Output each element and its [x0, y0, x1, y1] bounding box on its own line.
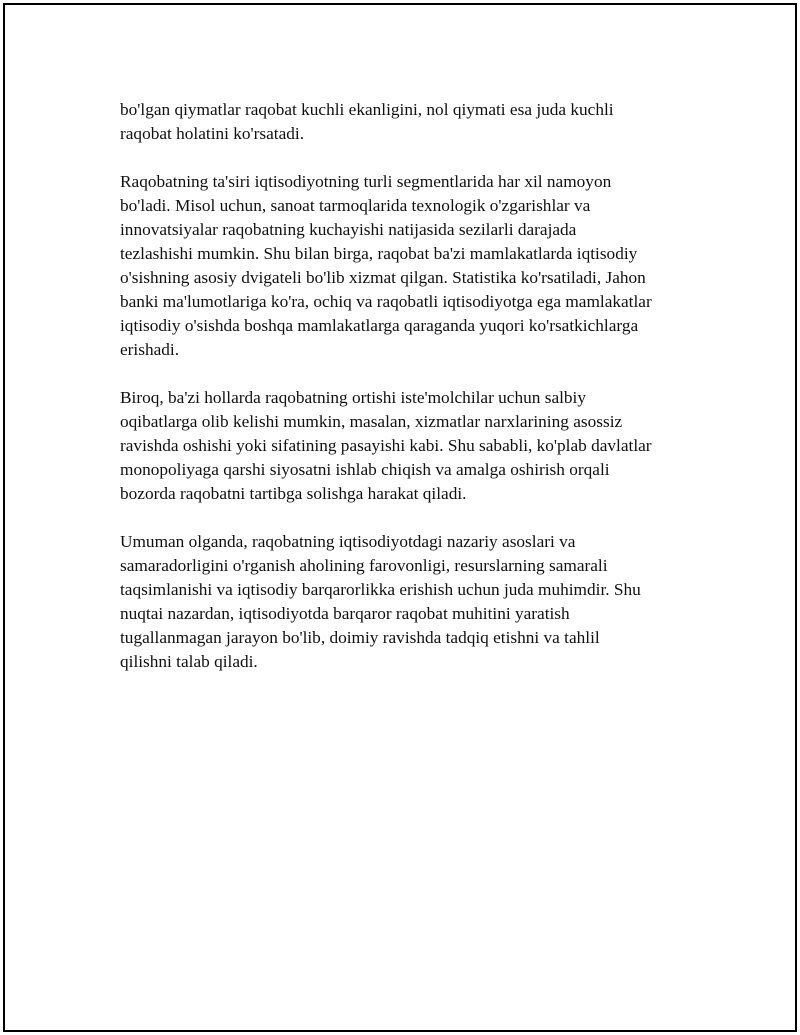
text-line: o'sishning asosiy dvigateli bo'lib xizmat qilgan. Statistika ko'rsatiladi, Jahon — [120, 268, 646, 287]
text-line: tezlashishi mumkin. Shu bilan birga, raqobat ba'zi mamlakatlarda iqtisodiy — [120, 244, 638, 263]
text-line: innovatsiyalar raqobatning kuchayishi natijasida sezilarli darajada — [120, 220, 577, 239]
text-line: iqtisodiy o'sishda boshqa mamlakatlarga qaraganda yuqori ko'rsatkichlarga — [120, 316, 639, 335]
text-line: qilishni talab qiladi. — [120, 652, 258, 671]
text-line: bo'lgan qiymatlar raqobat kuchli ekanligini, nol qiymati esa juda kuchli — [120, 100, 614, 119]
text-line: Raqobatning ta'siri iqtisodiyotning turli segmentlarida har xil namoyon — [120, 172, 612, 191]
text-line: bo'ladi. Misol uchun, sanoat tarmoqlarida texnologik o'zgarishlar va — [120, 196, 591, 215]
text-line: erishadi. — [120, 340, 180, 359]
document-page — [3, 3, 797, 1032]
text-line: raqobat holatini ko'rsatadi. — [120, 124, 305, 143]
text-line: banki ma'lumotlariga ko'ra, ochiq va raqobatli iqtisodiyotga ega mamlakatlar — [120, 292, 652, 311]
text-line: monopoliyaga qarshi siyosatni ishlab chiqish va amalga oshirish orqali — [120, 460, 610, 479]
text-line: taqsimlanishi va iqtisodiy barqarorlikka erishish uchun juda muhimdir. Shu — [120, 580, 641, 599]
paragraph-2 — [120, 170, 692, 362]
text-line: Umuman olganda, raqobatning iqtisodiyotdagi nazariy asoslari va — [120, 532, 576, 551]
text-line: bozorda raqobatni tartibga solishga harakat qiladi. — [120, 484, 467, 503]
text-line: nuqtai nazardan, iqtisodiyotda barqaror raqobat muhitini yaratish — [120, 604, 570, 623]
paragraph-4 — [120, 530, 692, 674]
text-line: Biroq, ba'zi hollarda raqobatning ortishi iste'molchilar uchun salbiy — [120, 388, 586, 407]
paragraph-3 — [120, 386, 692, 506]
text-line: ravishda oshishi yoki sifatining pasayishi kabi. Shu sababli, ko'plab davlatlar — [120, 436, 652, 455]
text-line: samaradorligini o'rganish aholining farovonligi, resurslarning samarali — [120, 556, 608, 575]
text-line: oqibatlarga olib kelishi mumkin, masalan, xizmatlar narxlarining asossiz — [120, 412, 623, 431]
text-line: tugallanmagan jarayon bo'lib, doimiy ravishda tadqiq etishni va tahlil — [120, 628, 600, 647]
paragraph-1 — [120, 98, 692, 146]
document-body — [120, 98, 692, 698]
